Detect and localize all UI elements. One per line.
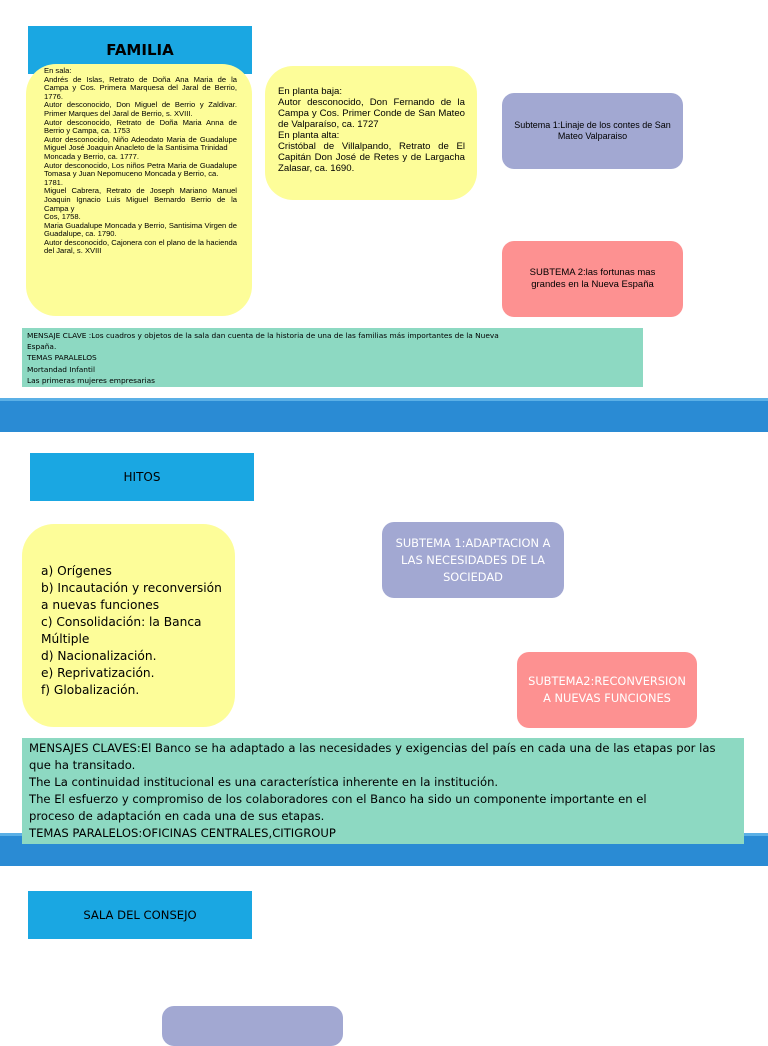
consejo-title: SALA DEL CONSEJO: [83, 908, 197, 922]
hitos-title-box: [30, 453, 254, 501]
hitos-list-box: [22, 524, 235, 727]
familia-subtema1-box: [502, 93, 683, 169]
hitos-title: HITOS: [123, 470, 161, 484]
hitos-mensaje-text: MENSAJES CLAVES:El Banco se ha adaptado a las necesidades y exigencias del país en cada una de las etapas por las que ha transitado. The La continuidad institucional es una característica inherente en la institución. The El esfuerzo y compromiso de los colaboradores con el Banco ha sido un componente importante en el proceso de adaptación en cada una de sus etapas. TEMAS PARALELOS:OFICINAS CENTRALES,CITIGROUP: [29, 741, 716, 841]
familia-title: FAMILIA: [106, 41, 174, 59]
section-divider-line: [0, 398, 768, 401]
hitos-mensaje-box: [22, 738, 744, 844]
hitos-subtema1-box: [382, 522, 564, 598]
hitos-subtema2-text: SUBTEMA2:RECONVERSION A NUEVAS FUNCIONES: [528, 674, 686, 705]
familia-subtema2-box: [502, 241, 683, 317]
familia-mensaje-text: MENSAJE CLAVE :Los cuadros y objetos de la sala dan cuenta de la historia de una de las familias más importantes de la Nueva España. TEMAS PARALELOS Mortandad Infantil Las primeras mujeres empresarias: [27, 331, 499, 385]
familia-mensaje-box: [22, 328, 643, 387]
familia-subtema1-text: Subtema 1:Linaje de los contes de San Mateo Valparaiso: [514, 120, 671, 141]
hitos-subtema2-box: [517, 652, 697, 728]
hitos-subtema1-text: SUBTEMA 1:ADAPTACION A LAS NECESIDADES DE LA SOCIEDAD: [395, 535, 551, 584]
hitos-list-text: a) Orígenes b) Incautación y reconversión a nuevas funciones c) Consolidación: la Banca Múltiple d) Nacionalización. e) Reprivatización. f) Globalización.: [41, 564, 222, 697]
familia-sala-box: [26, 64, 252, 316]
consejo-title-box: [28, 891, 252, 939]
familia-planta-box: [265, 66, 477, 200]
section-divider-band: [0, 401, 768, 432]
familia-planta-text: En planta baja: Autor desconocido, Don Fernando de la Campa y Cos. Primer Conde de San Mateo de Valparaíso, ca. 1727 En planta alta: Cristóbal de Villalpando, Retrato de El Capitán Don José de Retes y de Largacha Zalasar, ca. 1690.: [278, 86, 465, 174]
consejo-subtema-box: [162, 1006, 343, 1046]
familia-sala-text: En sala: Andrés de Islas, Retrato de Doña Ana Maria de la Campa y Cos. Primera Marquesa del Jaral de Berrio, 1776. Autor desconocido, Don Miguel de Berrio y Zaldivar. Primer Marques del Jaral de Berrio, s. XVIII. Autor desconocido, Retrato de Doña Maria Anna de Berrio y Campa, ca. 1753 Autor desconocido, Niño Adeodato Maria de Guadalupe Miguel José Joaquin Anacleto de la Santisima Trinidad Moncada y Berrio, ca. 1777. Autor desconocido, Los niños Petra Maria de Guadalupe Tomasa y Juan Nepomuceno Moncada y Berrio, ca. 1781. Miguel Cabrera, Retrato de Joseph Mariano Manuel Joaquin Ignacio Luis Miguel Bernardo Berrio de la Campa y Cos, 1758. Maria Guadalupe Moncada y Berrio, Santisima Virgen de Guadalupe, ca. 1790. Autor desconocido, Cajonera con el plano de la hacienda del Jaral, s. XVIII: [44, 66, 237, 256]
familia-subtema2-text: SUBTEMA 2:las fortunas mas grandes en la Nueva España: [529, 267, 656, 290]
